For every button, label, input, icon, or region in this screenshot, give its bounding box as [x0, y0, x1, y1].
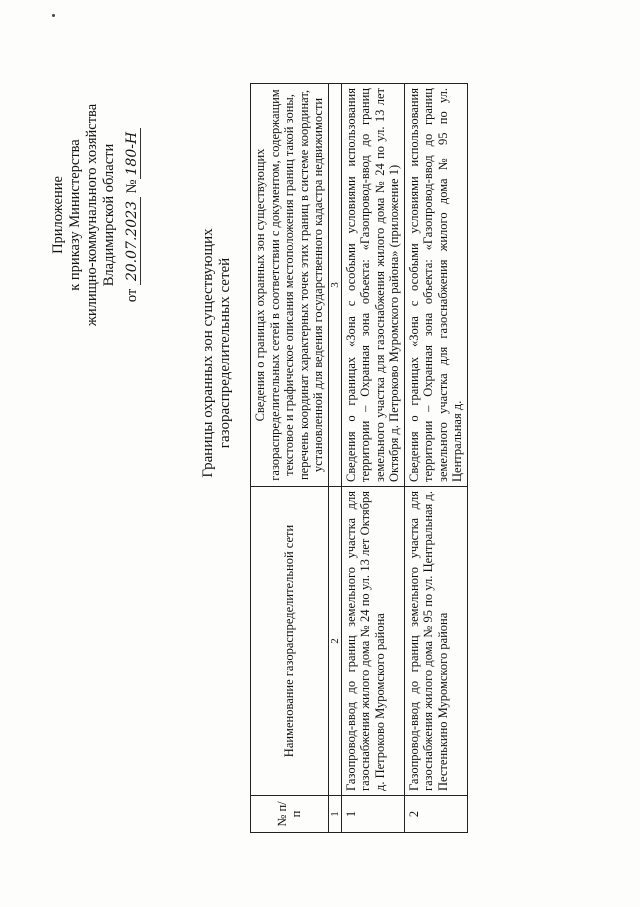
- table-row: [404, 84, 467, 833]
- appendix-order-line: к приказу Министерства: [67, 139, 83, 291]
- table-header-row: [251, 84, 329, 833]
- appendix-block: [50, 65, 141, 365]
- appendix-region-line: Владимирской области: [101, 143, 117, 287]
- row-number: 2: [404, 796, 467, 833]
- column-number-row: [328, 84, 341, 833]
- row-number: 1: [341, 796, 404, 833]
- column-number: 1: [328, 796, 341, 833]
- appendix-date-number: [124, 65, 141, 365]
- table-row: [341, 84, 404, 833]
- title-line-2: газораспределительных сетей: [217, 257, 233, 449]
- number-prefix: №: [124, 179, 140, 194]
- row-network-name: Газопровод-ввод до границ земельного участка для газоснабжения жилого дома № 95 по ул. Центральная д. Пестенькино Муромского района: [404, 487, 467, 796]
- header-number: № п/п: [251, 796, 329, 833]
- rotated-sheet: [40, 43, 600, 863]
- date-prefix: от: [124, 288, 140, 303]
- row-network-name: Газопровод-ввод до границ земельного участка для газоснабжения жилого дома № 24 по ул. 13 лет Октября д. Петроково Муромского района: [341, 487, 404, 796]
- column-number: 3: [328, 84, 341, 487]
- row-zone-info: Сведения о границах «Зона с особыми условиями использования территории – Охранная зона объекта: «Газопровод-ввод до границ земельного участка для газоснабжения жилого дома № 24 по ул. 13 лет Октября д. Петроково Муромского района» (приложение 1): [341, 84, 404, 487]
- boundaries-table: [250, 83, 468, 833]
- scan-speck: [52, 14, 55, 17]
- row-zone-info: Сведения о границах «Зона с особыми условиями использования территории – Охранная зона объекта: «Газопровод-ввод до границ земельного участка для газоснабжения жилого дома № 95 по ул. Центральная д.: [404, 84, 467, 487]
- document-title: [200, 173, 234, 533]
- header-zone-info: Сведения о границах охранных зон существующих газораспределительных сетей в соответствии с документом, содержащим текстовое и графическое описания местоположения границ такой зоны, перечень координат характерных точек этих границ в системе координат, установленной для ведения государственного кадастра недвижимости: [251, 84, 329, 487]
- title-line-1: Границы охранных зон существующих: [200, 228, 216, 478]
- handwritten-date: 20.07.2023: [124, 197, 141, 285]
- header-network-name: Наименование газораспределительной сети: [251, 487, 329, 796]
- handwritten-number: 180-Н: [124, 128, 141, 180]
- column-number: 2: [328, 487, 341, 796]
- appendix-ministry-line: жилищно-коммунального хозяйства: [84, 103, 100, 327]
- appendix-heading: Приложение: [50, 176, 66, 254]
